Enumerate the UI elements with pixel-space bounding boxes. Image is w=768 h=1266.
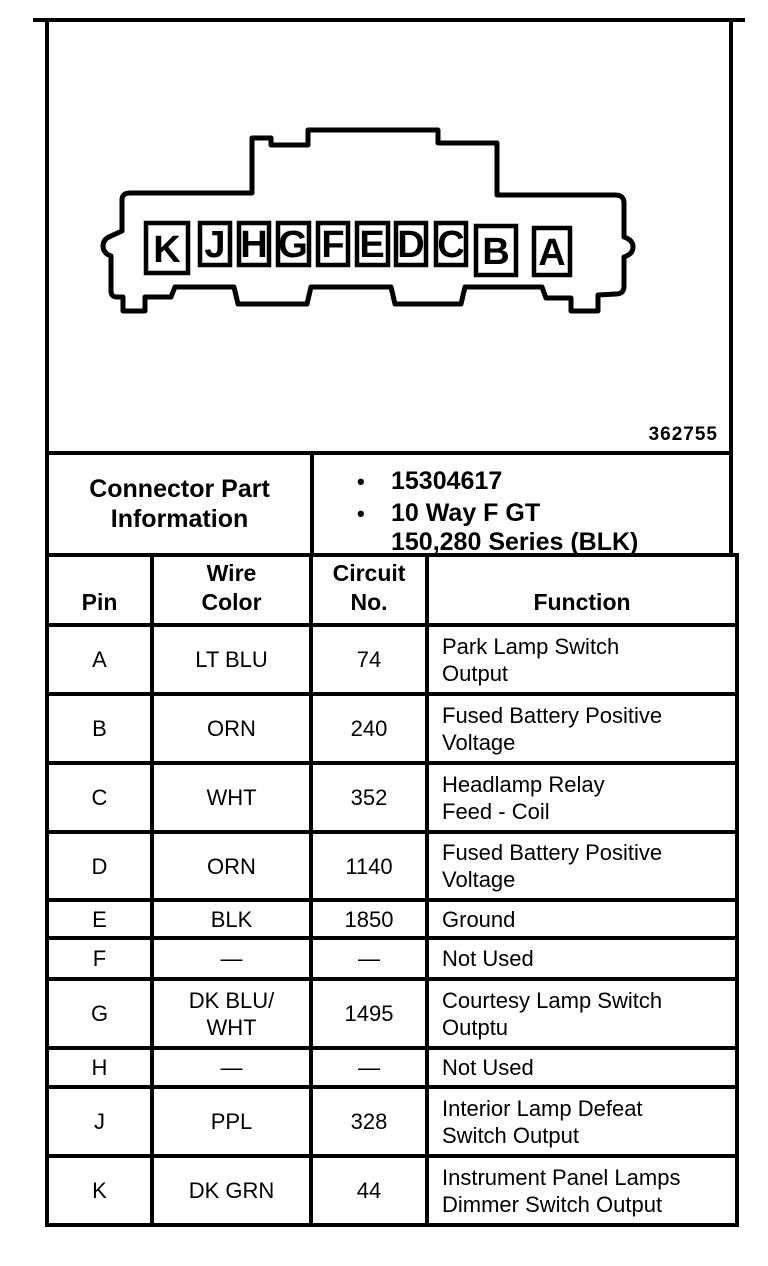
pin-cavity-label: C <box>437 224 465 266</box>
table-row <box>47 979 737 1048</box>
circuit-no-cell <box>311 979 427 1048</box>
function-cell <box>427 1087 737 1156</box>
table-row <box>47 900 737 938</box>
pin-cell <box>47 832 152 900</box>
cell-line: D <box>91 853 108 879</box>
part-info-title-line: Information <box>110 505 249 533</box>
wire-color-cell <box>152 900 311 938</box>
cell-line: Fused Battery Positive <box>442 840 663 865</box>
pin-table-body <box>47 625 737 1225</box>
cell-line: Park Lamp Switch <box>442 633 620 659</box>
cell-line: A <box>92 647 107 672</box>
circuit-no-cell <box>311 1156 427 1225</box>
pin-cell <box>47 625 152 694</box>
pin-box-a <box>534 228 570 275</box>
pin-cavity-label: K <box>153 229 181 271</box>
table-row <box>47 1156 737 1225</box>
cell-line: E <box>92 906 107 932</box>
pin-cell <box>47 938 152 979</box>
cell-line: 328 <box>350 1109 388 1134</box>
pin-box-h <box>239 223 269 266</box>
cell-line: 1140 <box>345 853 393 879</box>
function-cell <box>427 979 737 1048</box>
cell-line: Not Used <box>442 1055 534 1080</box>
header-wire-color-line: Wire <box>206 560 257 586</box>
cell-line: K <box>92 1178 107 1203</box>
bullet-icon: • <box>357 469 365 494</box>
pin-box-e <box>357 223 388 266</box>
table-row <box>47 1048 737 1087</box>
cell-line: 74 <box>356 647 382 672</box>
cell-line: Voltage <box>442 867 516 892</box>
table-row <box>47 763 737 832</box>
pin-cavity-label: A <box>538 232 566 274</box>
cell-line: DK GRN <box>188 1178 275 1203</box>
connector-body-outline <box>103 130 633 311</box>
cell-line: B <box>92 716 107 741</box>
pin-box-d <box>396 223 426 266</box>
wire-color-cell <box>152 763 311 832</box>
cell-line: Courtesy Lamp Switch <box>442 987 663 1013</box>
pinout-table <box>45 553 739 1227</box>
cell-line: Headlamp Relay <box>442 771 605 797</box>
pin-cavity-label: H <box>240 224 268 266</box>
header-pin: Pin <box>47 555 152 625</box>
circuit-no-cell <box>311 900 427 938</box>
pin-box-j <box>200 223 230 266</box>
table-row <box>47 832 737 900</box>
pin-box-g <box>278 223 309 266</box>
circuit-no-cell <box>311 1087 427 1156</box>
table-row <box>47 625 737 694</box>
function-cell <box>427 1048 737 1087</box>
pin-cavity-label: G <box>278 224 308 266</box>
circuit-no-cell <box>311 694 427 763</box>
cell-line: 352 <box>350 785 388 810</box>
wire-color-cell <box>152 938 311 979</box>
cell-line: Dimmer Switch Output <box>442 1191 663 1217</box>
bullet-icon: • <box>357 501 365 526</box>
cell-line: LT BLU <box>195 647 268 672</box>
pin-cell <box>47 694 152 763</box>
function-cell <box>427 763 737 832</box>
function-cell <box>427 625 737 694</box>
header-circuit-no <box>311 555 427 625</box>
wire-color-cell <box>152 694 311 763</box>
pin-cavity-label: B <box>482 231 510 273</box>
part-info-title <box>49 455 314 553</box>
connector-series-line: 10 Way F GT <box>391 499 541 527</box>
connector-drawing <box>49 22 729 451</box>
connector-part-info-row <box>45 455 733 556</box>
wire-color-cell <box>152 1087 311 1156</box>
wire-color-cell <box>152 625 311 694</box>
connector-series-line: 150,280 Series (BLK) <box>391 528 639 556</box>
cell-line: Fused Battery Positive <box>442 702 663 728</box>
header-wire-color-line: Color <box>201 589 262 615</box>
cell-line: DK BLU/ <box>188 987 275 1013</box>
cell-line: Voltage <box>442 729 516 755</box>
header-wire-color <box>152 555 311 625</box>
part-info-details <box>314 455 729 556</box>
wire-color-cell <box>152 832 311 900</box>
table-row <box>47 694 737 763</box>
pin-cell <box>47 1156 152 1225</box>
part-info-title-line: Connector Part <box>89 475 270 503</box>
cell-line: ORN <box>207 716 256 741</box>
pin-cell <box>47 763 152 832</box>
cell-line: Feed - Coil <box>442 798 550 824</box>
header-function: Function <box>427 555 737 625</box>
cell-line: — <box>220 1055 243 1080</box>
connector-series-item <box>357 499 729 557</box>
cell-line: 44 <box>356 1178 382 1203</box>
pin-box-c <box>436 223 466 266</box>
cell-line: WHT <box>206 1014 257 1040</box>
header-circuit-line: No. <box>350 589 388 615</box>
circuit-no-cell <box>311 625 427 694</box>
circuit-no-cell <box>311 832 427 900</box>
pin-cell <box>47 979 152 1048</box>
cell-line: PPL <box>210 1109 253 1134</box>
table-row <box>47 1087 737 1156</box>
table-row <box>47 938 737 979</box>
function-cell <box>427 1156 737 1225</box>
cell-line: BLK <box>210 906 253 932</box>
cell-line: C <box>91 785 108 810</box>
part-number-text <box>391 467 502 496</box>
cell-line: Outptu <box>442 1014 509 1040</box>
pin-box-b <box>476 226 516 275</box>
function-cell <box>427 694 737 763</box>
pin-cavity-label: D <box>397 224 425 266</box>
part-number-item <box>357 467 729 496</box>
circuit-no-cell <box>311 938 427 979</box>
cell-line: J <box>94 1109 105 1134</box>
wire-color-cell <box>152 979 311 1048</box>
cell-line: Switch Output <box>442 1122 579 1148</box>
header-circuit-line: Circuit <box>332 560 406 586</box>
cell-line: Not Used <box>442 946 534 971</box>
cell-line: 240 <box>350 716 388 741</box>
pin-cavity-label: E <box>359 224 385 266</box>
top-rule-right-stub <box>731 18 745 22</box>
cell-line: F <box>92 946 107 971</box>
wire-color-cell <box>152 1048 311 1087</box>
cell-line: G <box>90 1001 109 1026</box>
cell-line: Instrument Panel Lamps <box>442 1164 681 1190</box>
cell-line: WHT <box>206 785 257 810</box>
pin-cavity-label: J <box>204 224 226 266</box>
cell-line: ORN <box>207 853 256 879</box>
connector-series-text <box>391 499 638 557</box>
function-cell <box>427 900 737 938</box>
function-cell <box>427 832 737 900</box>
pin-cell <box>47 1048 152 1087</box>
circuit-no-cell <box>311 763 427 832</box>
pin-cell <box>47 900 152 938</box>
cell-line: Output <box>442 660 509 686</box>
cell-line: 1495 <box>344 1001 394 1026</box>
cell-line: H <box>91 1055 108 1080</box>
figure-number: 362755 <box>648 424 718 445</box>
cell-line: Interior Lamp Defeat <box>442 1095 643 1121</box>
cell-line: — <box>358 1055 380 1080</box>
circuit-no-cell <box>311 1048 427 1087</box>
function-cell <box>427 938 737 979</box>
pin-box-f <box>318 223 348 266</box>
part-number-line: 15304617 <box>391 467 503 495</box>
pin-cell <box>47 1087 152 1156</box>
pin-box-k <box>146 223 188 273</box>
wire-color-cell <box>152 1156 311 1225</box>
cell-line: — <box>358 946 380 971</box>
connector-diagram-box <box>45 18 733 455</box>
pin-cavity-label: F <box>321 224 345 266</box>
cell-line: Ground <box>442 906 516 932</box>
table-header-row <box>47 555 737 625</box>
cell-line: — <box>220 946 243 971</box>
cell-line: 1850 <box>344 906 394 932</box>
